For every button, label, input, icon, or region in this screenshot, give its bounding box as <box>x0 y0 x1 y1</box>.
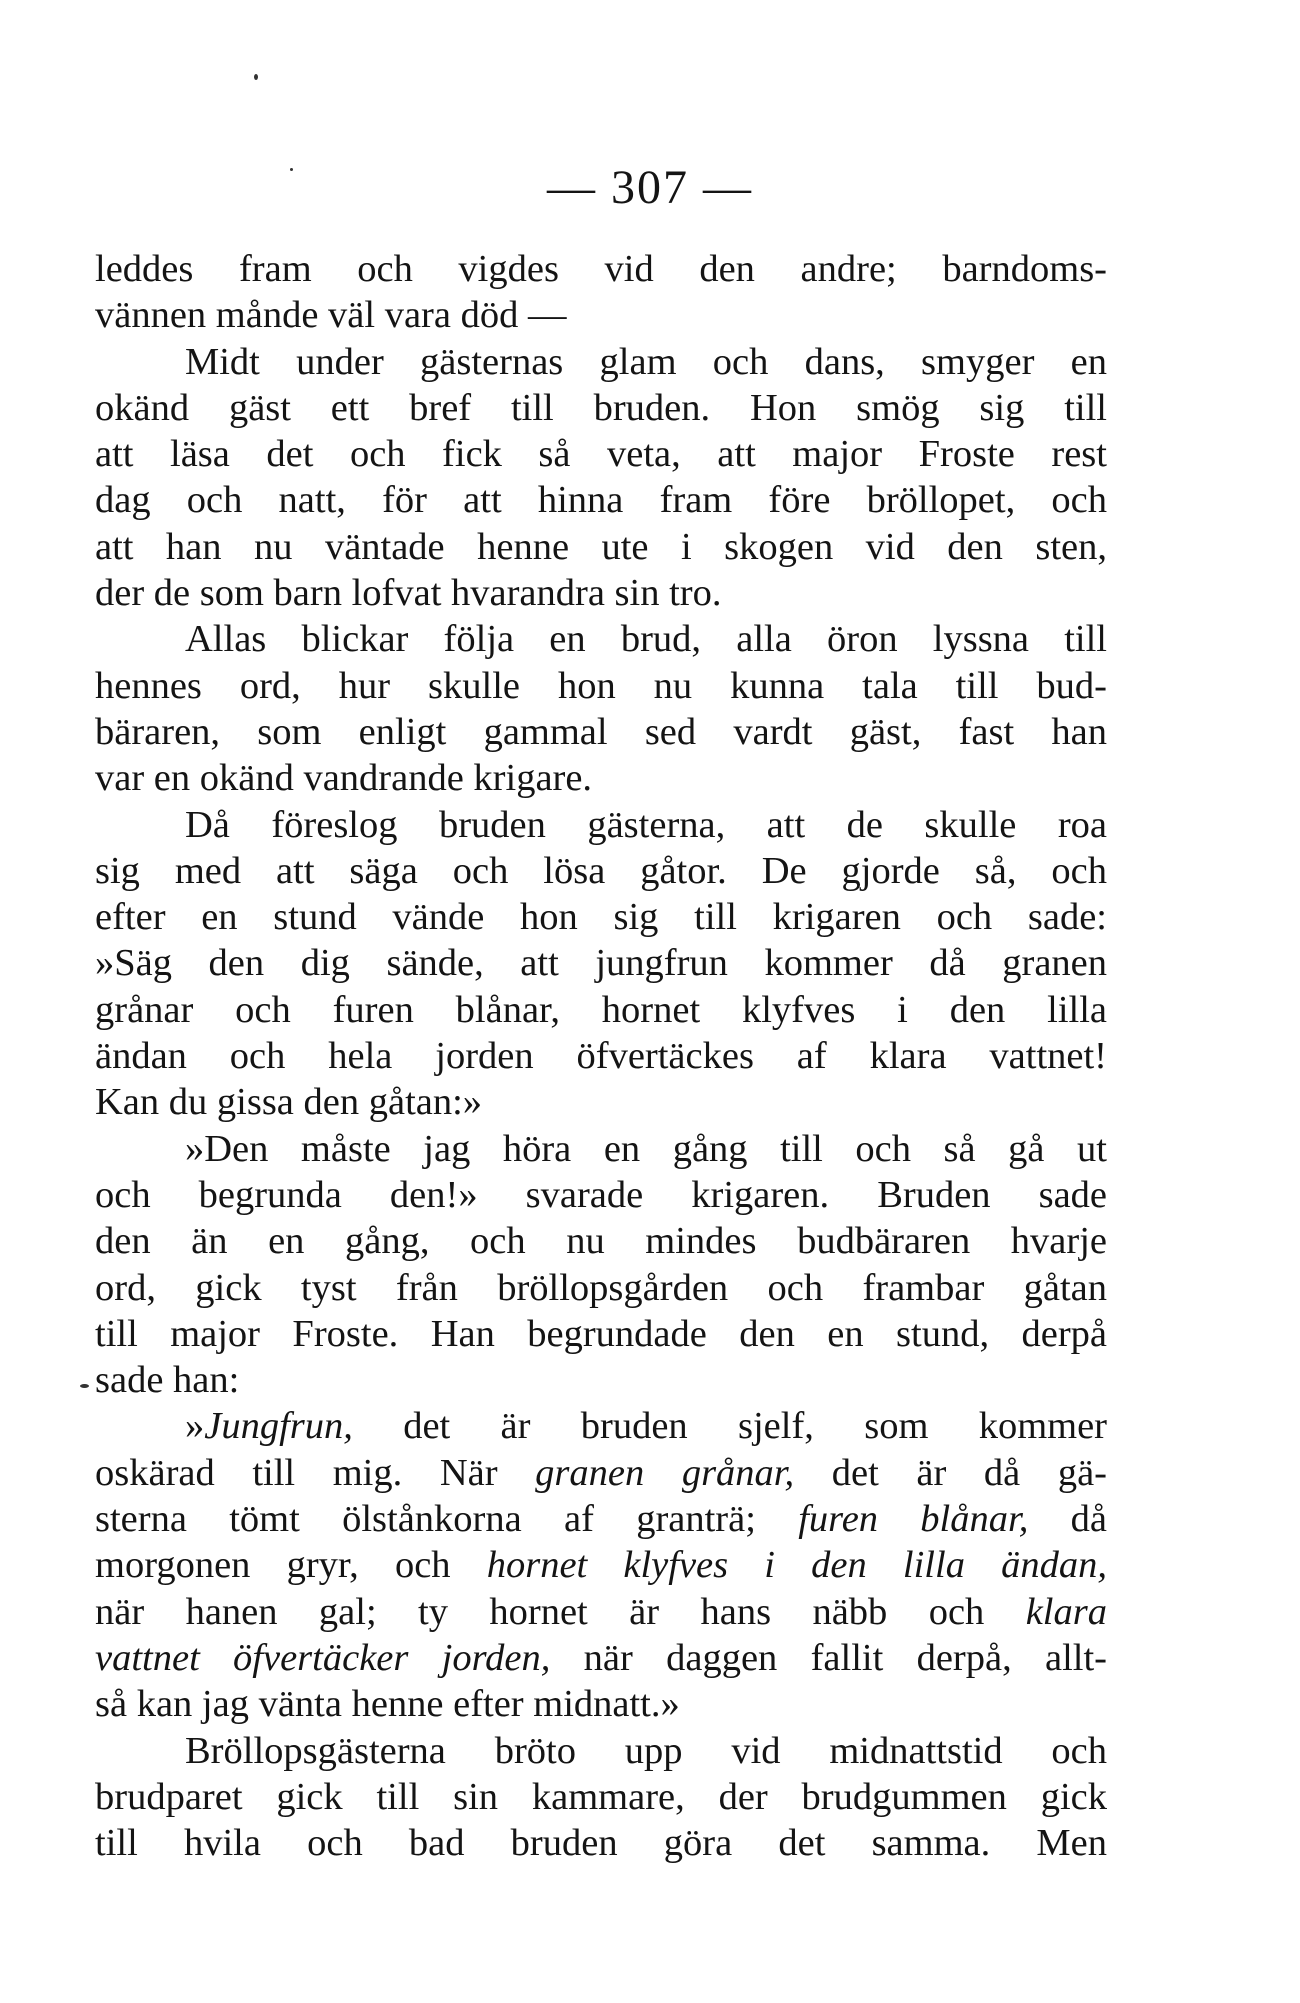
text-run: Kan du gissa den gåtan:» <box>95 1081 483 1124</box>
text-line <box>95 1542 1107 1588</box>
text-run: dag och natt, för att hinna fram före bröllopet, och <box>95 479 1107 522</box>
text-line <box>95 1774 1107 1820</box>
italic-text: hornet klyfves i den lilla ändan, <box>486 1544 1107 1587</box>
text-line <box>95 431 1107 477</box>
text-run: morgonen gryr, och <box>95 1544 487 1587</box>
text-line <box>95 1218 1107 1264</box>
text-line <box>95 1496 1107 1542</box>
italic-text: klara <box>1025 1590 1107 1633</box>
text-line <box>95 477 1107 523</box>
text-run: att han nu väntade henne ute i skogen vid den sten, <box>95 525 1107 568</box>
text-line <box>95 1728 1107 1774</box>
text-line <box>95 1265 1107 1311</box>
text-line <box>95 292 1107 338</box>
text-run: när hanen gal; ty hornet är hans näbb och <box>95 1590 1026 1633</box>
page-number: — 307 — <box>547 161 753 214</box>
text-line <box>95 1126 1107 1172</box>
text-run: och begrunda den!» svarade krigaren. Bruden sade <box>95 1173 1107 1216</box>
text-run: Då föreslog bruden gästerna, att de skulle roa <box>185 803 1107 846</box>
text-line <box>95 709 1107 755</box>
text-line <box>95 1403 1107 1449</box>
text-run: sade han: <box>95 1359 240 1402</box>
text-run: ändan och hela jorden öfvertäckes af klara vattnet! <box>95 1035 1107 1078</box>
italic-text: granen grånar, <box>535 1451 795 1494</box>
text-line <box>95 339 1107 385</box>
text-run: sterna tömt ölstånkorna af granträ; <box>95 1498 799 1541</box>
text-run: att läsa det och fick så veta, att major Froste rest <box>95 433 1107 476</box>
text-line <box>95 1450 1107 1496</box>
text-line <box>95 616 1107 662</box>
text-run: hennes ord, hur skulle hon nu kunna tala till bud- <box>95 664 1107 707</box>
text-line <box>95 755 1107 801</box>
text-line <box>95 1681 1107 1727</box>
text-line <box>95 848 1107 894</box>
text-line <box>95 1635 1107 1681</box>
text-run: oskärad till mig. När <box>95 1451 536 1494</box>
text-line <box>95 802 1107 848</box>
text-run: ord, gick tyst från bröllopsgården och frambar gåtan <box>95 1266 1107 1309</box>
text-run: sig med att säga och lösa gåtor. De gjorde så, och <box>95 849 1107 892</box>
print-speck <box>254 74 258 80</box>
text-line <box>95 246 1107 292</box>
text-line <box>95 1820 1107 1866</box>
text-run: bäraren, som enligt gammal sed vardt gäst, fast han <box>95 710 1107 753</box>
text-run: till hvila och bad bruden göra det samma. Men <box>95 1822 1107 1865</box>
text-run: då <box>1028 1498 1107 1541</box>
text-line <box>95 1589 1107 1635</box>
text-run: Allas blickar följa en brud, alla öron lyssna till <box>185 618 1107 661</box>
italic-text: Jungfrun, <box>204 1405 353 1448</box>
text-run: när daggen fallit derpå, allt- <box>550 1636 1107 1679</box>
text-line <box>95 524 1107 570</box>
text-run: brudparet gick till sin kammare, der brudgummen gick <box>95 1775 1107 1818</box>
text-run: till major Froste. Han begrundade den en stund, derpå <box>95 1312 1107 1355</box>
text-run: Midt under gästernas glam och dans, smyger en <box>185 340 1107 383</box>
print-speck <box>80 1384 89 1388</box>
text-line <box>95 663 1107 709</box>
text-run: vännen månde väl vara död — <box>95 294 567 337</box>
text-run: okänd gäst ett bref till bruden. Hon smög sig till <box>95 386 1107 429</box>
text-run: der de som barn lofvat hvarandra sin tro. <box>95 572 722 615</box>
text-line <box>95 1311 1107 1357</box>
text-run: leddes fram och vigdes vid den andre; barndoms- <box>95 248 1107 290</box>
text-run: efter en stund vände hon sig till krigaren och sade: <box>95 896 1107 939</box>
text-run: » <box>185 1405 205 1448</box>
text-run: så kan jag vänta henne efter midnatt.» <box>95 1683 680 1726</box>
text-line <box>95 987 1107 1033</box>
text-run: »Den måste jag höra en gång till och så gå ut <box>185 1127 1107 1170</box>
text-line <box>95 570 1107 616</box>
text-run: det är bruden sjelf, som kommer <box>352 1405 1107 1448</box>
text-run: grånar och furen blånar, hornet klyfves i den lilla <box>95 988 1107 1031</box>
italic-text: vattnet öfvertäcker jorden, <box>95 1636 551 1679</box>
text-run: den än en gång, och nu mindes budbäraren hvarje <box>95 1220 1107 1263</box>
italic-text: furen blånar, <box>798 1498 1029 1541</box>
text-run: det är då gä- <box>794 1451 1107 1494</box>
text-line <box>95 385 1107 431</box>
text-line <box>95 1033 1107 1079</box>
text-line <box>95 1357 1107 1403</box>
text-run: »Säg den dig sände, att jungfrun kommer då granen <box>95 942 1107 985</box>
text-line <box>95 894 1107 940</box>
text-run: var en okänd vandrande krigare. <box>95 757 593 800</box>
text-run: Bröllopsgästerna bröto upp vid midnattstid och <box>185 1729 1107 1772</box>
text-line <box>95 1079 1107 1125</box>
body-text <box>95 246 1107 1866</box>
text-line <box>95 1172 1107 1218</box>
text-line <box>95 940 1107 986</box>
